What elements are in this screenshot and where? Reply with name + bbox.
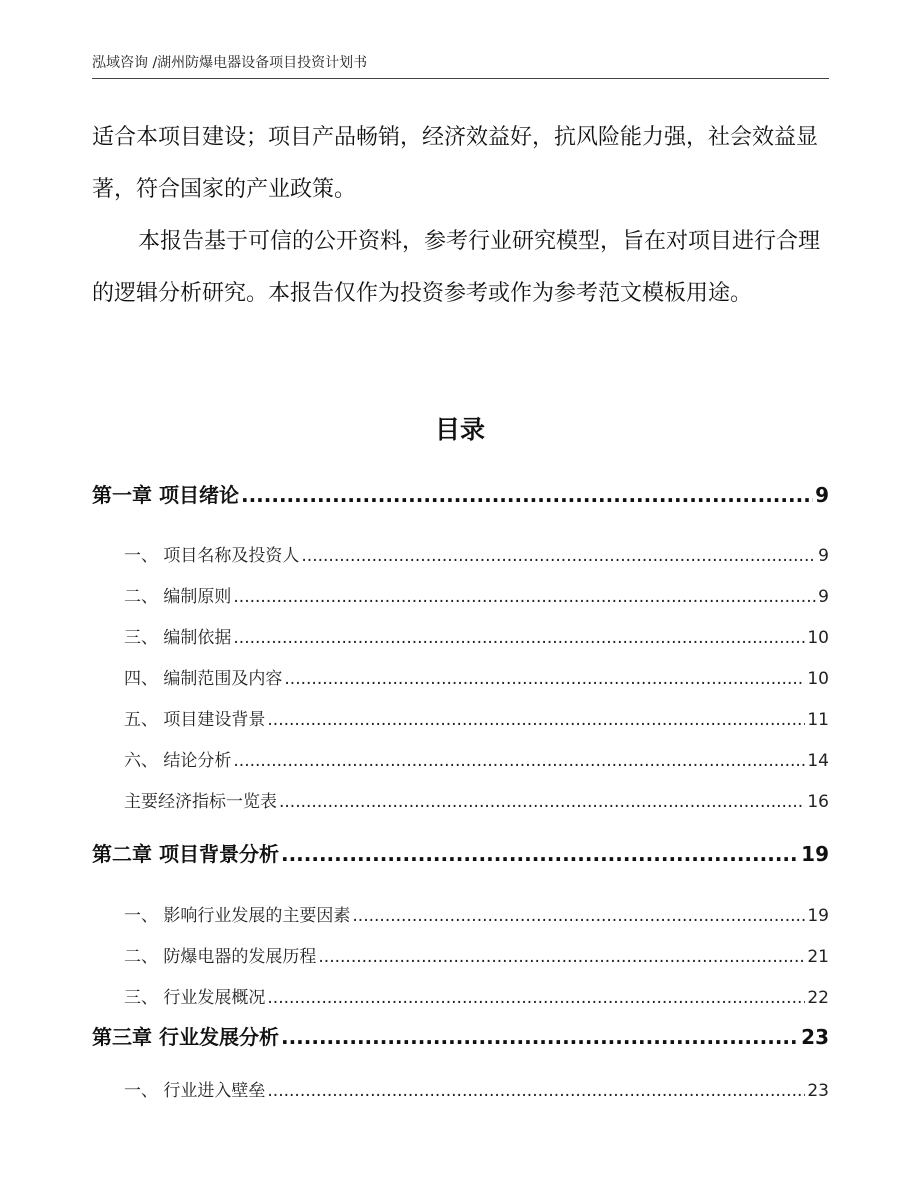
toc-leader bbox=[233, 751, 805, 771]
toc-leader bbox=[318, 947, 805, 967]
toc-label: 三、 编制依据 bbox=[124, 628, 232, 648]
toc-leader bbox=[301, 546, 816, 566]
toc-page-number: 21 bbox=[807, 947, 829, 967]
toc-chapter-2[interactable] bbox=[92, 838, 829, 867]
toc-section[interactable] bbox=[92, 787, 829, 812]
toc-leader bbox=[267, 988, 805, 1008]
toc-page-number: 10 bbox=[807, 628, 829, 648]
toc-label: 一、 行业进入壁垒 bbox=[124, 1081, 266, 1101]
toc-label: 主要经济指标一览表 bbox=[124, 792, 277, 812]
toc-section[interactable] bbox=[92, 746, 829, 771]
toc-page-number: 9 bbox=[815, 483, 829, 507]
toc-page-number: 10 bbox=[807, 669, 829, 689]
toc-page-number: 23 bbox=[807, 1081, 829, 1101]
toc-leader bbox=[233, 628, 805, 648]
toc-page-number: 14 bbox=[807, 751, 829, 771]
toc-title: 目录 bbox=[434, 415, 485, 444]
toc-chapter-3[interactable] bbox=[92, 1021, 829, 1050]
toc-label: 一、 影响行业发展的主要因素 bbox=[124, 906, 351, 926]
toc-label: 四、 编制范围及内容 bbox=[124, 669, 283, 689]
toc-section[interactable] bbox=[92, 942, 829, 967]
page-header: 泓域咨询 /湖州防爆电器设备项目投资计划书 bbox=[92, 52, 829, 79]
toc-leader bbox=[352, 906, 805, 926]
toc-leader bbox=[284, 669, 805, 689]
body-paragraph-1: 适合本项目建设；项目产品畅销，经济效益好，抗风险能力强，社会效益显著，符合国家的产业政策。 bbox=[92, 125, 819, 202]
toc-page-number: 11 bbox=[807, 710, 829, 730]
toc-section[interactable] bbox=[92, 1076, 829, 1101]
toc-page-number: 9 bbox=[818, 587, 829, 607]
toc-label: 一、 项目名称及投资人 bbox=[124, 546, 300, 566]
toc-page-number: 9 bbox=[818, 546, 829, 566]
toc-label: 第一章 项目绪论 bbox=[92, 483, 239, 507]
toc-page-number: 19 bbox=[807, 906, 829, 926]
toc-label: 三、 行业发展概况 bbox=[124, 988, 266, 1008]
toc-label: 二、 编制原则 bbox=[124, 587, 232, 607]
toc-leader bbox=[267, 710, 805, 730]
toc-page-number: 16 bbox=[807, 792, 829, 812]
toc-leader bbox=[279, 792, 805, 812]
toc-label: 第三章 行业发展分析 bbox=[92, 1025, 279, 1049]
toc-section[interactable] bbox=[92, 541, 829, 566]
toc-page-number: 19 bbox=[801, 842, 829, 866]
toc-page-number: 23 bbox=[801, 1025, 829, 1049]
toc-label: 二、 防爆电器的发展历程 bbox=[124, 947, 317, 967]
toc-leader bbox=[267, 1081, 805, 1101]
toc-section[interactable] bbox=[92, 901, 829, 926]
toc-chapter-1[interactable] bbox=[92, 479, 829, 508]
toc-label: 六、 结论分析 bbox=[124, 751, 232, 771]
toc-section[interactable] bbox=[92, 705, 829, 730]
toc-label: 第二章 项目背景分析 bbox=[92, 842, 279, 866]
toc-leader bbox=[241, 483, 813, 507]
toc-leader bbox=[281, 842, 799, 866]
toc-leader bbox=[281, 1025, 799, 1049]
toc-section[interactable] bbox=[92, 983, 829, 1008]
toc-section[interactable] bbox=[92, 623, 829, 648]
toc-section[interactable] bbox=[92, 582, 829, 607]
toc-leader bbox=[233, 587, 816, 607]
toc-page-number: 22 bbox=[807, 988, 829, 1008]
toc-section[interactable] bbox=[92, 664, 829, 689]
toc-label: 五、 项目建设背景 bbox=[124, 710, 266, 730]
body-paragraph-2: 本报告基于可信的公开资料，参考行业研究模型，旨在对项目进行合理的逻辑分析研究。本报告仅作为投资参考或作为参考范文模板用途。 bbox=[92, 229, 821, 306]
